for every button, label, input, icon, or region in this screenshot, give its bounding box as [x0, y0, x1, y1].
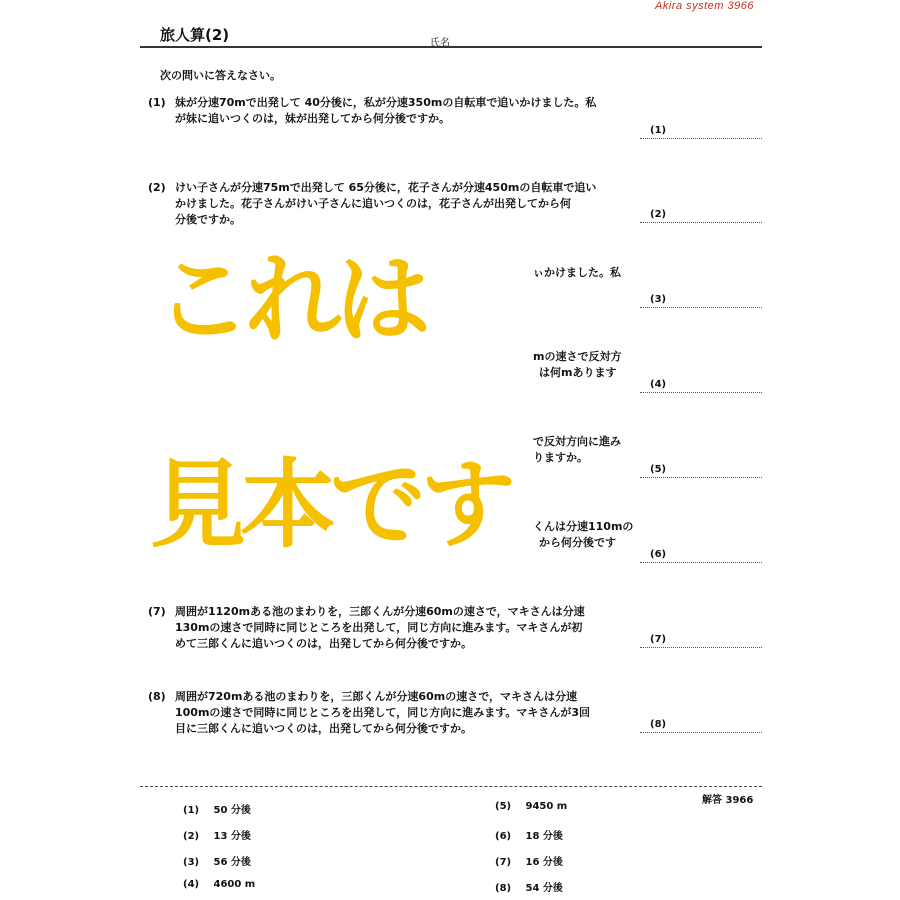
answer-slot-label: (5)	[650, 464, 667, 475]
answer-number: (5)	[495, 801, 512, 812]
answer-number: (6)	[495, 831, 512, 842]
answer-number: (2)	[183, 831, 200, 842]
header-divider	[140, 46, 762, 48]
question-4-fragment	[533, 349, 643, 381]
worksheet-title: 旅人算(2)	[160, 26, 230, 44]
answer-item-8	[495, 879, 563, 894]
fragment-text: mの速さで反対方	[533, 350, 622, 363]
answer-item-4	[183, 879, 255, 890]
answer-slot-3[interactable]	[640, 291, 762, 308]
answer-item-6	[495, 827, 563, 842]
question-2	[148, 180, 638, 228]
answer-item-2	[183, 827, 251, 842]
answer-slot-label: (4)	[650, 379, 667, 390]
watermark-line-1: これは	[155, 244, 425, 356]
answer-slot-label: (1)	[650, 125, 667, 136]
fragment-text: くんは分速110mの	[533, 520, 634, 533]
answer-number: (8)	[495, 883, 512, 894]
answer-slot-7[interactable]	[640, 631, 762, 648]
answer-value: 16 分後	[525, 857, 563, 868]
answer-slot-label: (2)	[650, 209, 667, 220]
question-number: (2)	[148, 181, 166, 194]
cut-line-divider	[140, 786, 762, 787]
fragment-text: りますか。	[533, 451, 588, 464]
answer-value: 50 分後	[213, 805, 251, 816]
fragment-text: で反対方向に進み	[533, 435, 621, 448]
question-1	[148, 95, 638, 127]
answer-slot-label: (7)	[650, 634, 667, 645]
question-6-fragment	[533, 519, 643, 551]
answer-slot-5[interactable]	[640, 461, 762, 478]
answer-number: (3)	[183, 857, 200, 868]
answer-slot-8[interactable]	[640, 716, 762, 733]
question-text: けい子さんが分速75mで出発して 65分後に，花子さんが分速450mの自転車で追い かけました。花子さんがけい子さんに追いつくのは，花子さんが出発してから何 分後ですか。	[175, 181, 597, 226]
answer-value: 56 分後	[213, 857, 251, 868]
answer-key-title: 解答 3966	[702, 795, 754, 806]
brand-label: Akira system 3966	[655, 0, 754, 12]
answer-slot-6[interactable]	[640, 546, 762, 563]
question-7	[148, 604, 638, 652]
question-number: (7)	[148, 605, 166, 618]
fragment-text: は何mあります	[539, 366, 617, 379]
question-8	[148, 689, 638, 737]
answer-number: (1)	[183, 805, 200, 816]
answer-value: 13 分後	[213, 831, 251, 842]
answer-item-7	[495, 853, 563, 868]
watermark-line-2: 見本です	[150, 449, 510, 561]
question-text: 周囲が720mある池のまわりを，三郎くんが分速60mの速さで，マキさんは分速 100mの速さで同時に同じところを出発して，同じ方向に進みます。マキさんが3回 目に三郎くんに追いつくのは，出発してから何分後ですか。	[175, 690, 590, 735]
question-number: (1)	[148, 96, 166, 109]
instruction-text: 次の問いに答えなさい。	[160, 69, 281, 82]
answer-value: 54 分後	[525, 883, 563, 894]
question-number: (8)	[148, 690, 166, 703]
answer-item-3	[183, 853, 251, 868]
answer-slot-2[interactable]	[640, 206, 762, 223]
fragment-text: ぃかけました。私	[533, 266, 621, 279]
answer-value: 9450 m	[525, 801, 568, 812]
question-5-fragment	[533, 434, 643, 466]
question-text: 妹が分速70mで出発して 40分後に，私が分速350mの自転車で追いかけました。私 が妹に追いつくのは，妹が出発してから何分後ですか。	[175, 96, 597, 125]
answer-slot-label: (6)	[650, 549, 667, 560]
fragment-text: から何分後です	[539, 536, 616, 549]
answer-slot-label: (8)	[650, 719, 667, 730]
answer-item-1	[183, 801, 251, 816]
answer-slot-1[interactable]	[640, 122, 762, 139]
question-text: 周囲が1120mある池のまわりを，三郎くんが分速60mの速さで，マキさんは分速 130mの速さで同時に同じところを出発して，同じ方向に進みます。マキさんが初 めて三郎くんに追いつくのは，出発してから何分後ですか。	[175, 605, 585, 650]
answer-number: (7)	[495, 857, 512, 868]
name-label: 氏名	[430, 38, 450, 49]
answer-item-5	[495, 801, 567, 812]
answer-value: 18 分後	[525, 831, 563, 842]
answer-number: (4)	[183, 879, 200, 890]
answer-slot-label: (3)	[650, 294, 667, 305]
question-3-fragment	[533, 265, 643, 281]
answer-slot-4[interactable]	[640, 376, 762, 393]
answer-value: 4600 m	[213, 879, 256, 890]
